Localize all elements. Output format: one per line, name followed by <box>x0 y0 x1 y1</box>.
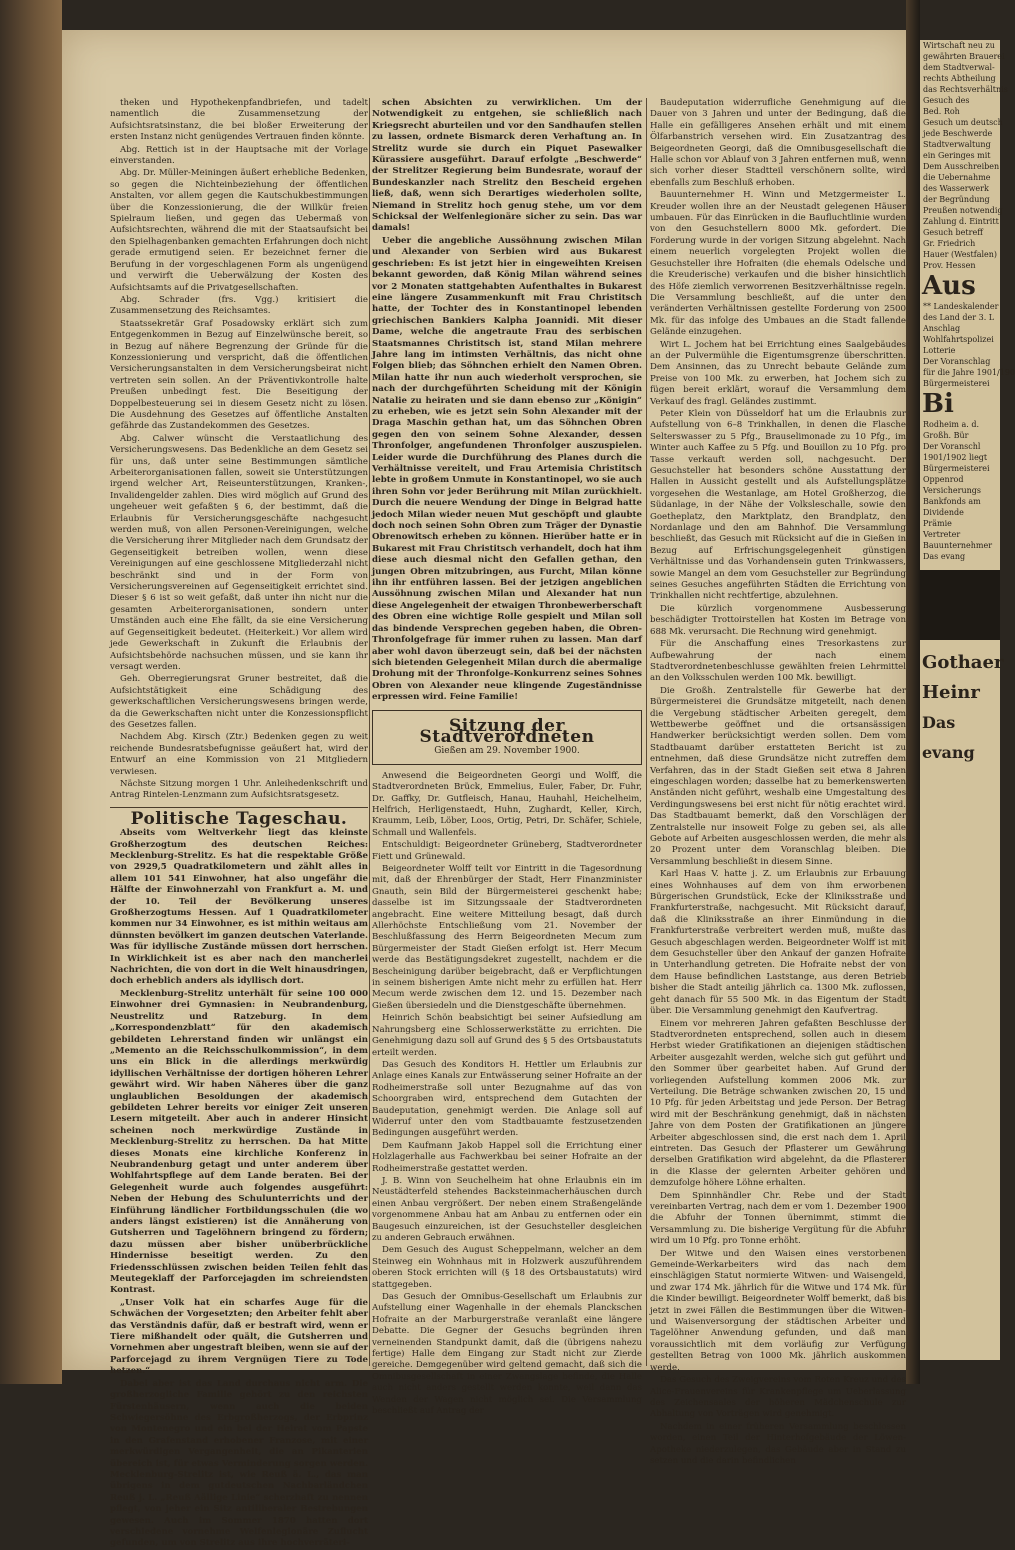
report-paragraph: Nächste Sitzung morgen 1 Uhr. Anleihedenkschrift und Antrag Rintelen-Lenzmann zum Aufsichtsratsgesetz. <box>110 778 368 801</box>
adjacent-text-line: ein Geringes mit <box>923 151 991 160</box>
sitzung-paragraph: Anwesend die Beigeordneten Georgi und Wolff, die Stadtverordneten Brück, Emmelius, Euler, Faber, Dr. Fuhr, Dr. Gaffky, Dr. Gutfleisch, Hanau, Hauhahl, Heichelheim, Helfrich, Herligenstaedt, Huhn, Zughardt, Keller, Kirch, Kraumm, Leib, Löber, Loos, Ortig, Petri, Dr. Schäfer, Schiele, Schmall und Wallenfels. <box>372 770 642 838</box>
sitzung-paragraph: J. B. Winn von Seuchelheim hat ohne Erlaubnis ein im Neustädterfeld stehendes Backsteinmacherhäuschen durch einen Anbau vergrößert. Der neben einem Straßengelände vorgenommene Anbau hat am Anbau zu entfernen oder ein Baugesuch einzureichen, ist der Gesuchsteller desgleichen zu anderen Gebrauch erwähnen. <box>372 1175 642 1243</box>
adjacent-text-line: das Rechtsverhältnis <box>923 85 1008 94</box>
adjacent-text-line: die Uebernahme <box>923 173 991 182</box>
adjacent-ad-line: Anschlag <box>923 324 961 333</box>
sitzung-box <box>372 710 642 765</box>
adjacent-ad-line: Rodheim a. d. <box>923 420 980 429</box>
adjacent-ad-line: Dividende <box>923 508 964 517</box>
sitzung-paragraph: Das Gesuch des Konditors H. Hettler um Erlaubnis zur Anlage eines Kanals zur Entwässerung seiner Hofraite an der Rodheimerstraße soll unter Bezugnahme auf das von Schoorgraben wird, entsprechend dem Gutachten der Baudeputation, genehmigt werden. Die Anlage soll auf Widerruf unter den vom Stadtbauamte festzusetzenden Bedingungen ausgeführt werden. <box>372 1059 642 1139</box>
adjacent-text-line: Prov. Hessen <box>923 261 976 270</box>
sitzung-paragraph: Bauunternehmer H. Winn und Metzgermeister L. Kreuder wollen ihre an der Neustadt gelegenen Häuser umbauen. Für das Einrücken in die Baufluchtlinie wurden von den Gesuchstellern 8000 Mk. gefordert. Die Forderung wurde in der vorigen Sitzung abgelehnt. Nach einem neuerlich vorgelegten Projekt wollen die Gesuchsteller ihre Hofraiten (die ehemals Odelsche und die Kreuderische) verkaufen und die bisher hinsichtlich des Höfe ziemlich verworrenen Besitzverhältnisse regeln. Die Versammlung beschließt, auf die unter den veränderten Verhältnissen gestellte Forderung von 2500 Mk. für das infolge des Umbaues an die Stadt fallende Gelände einzugehen. <box>650 190 906 338</box>
adjacent-text-line: Hauer (Westfalen) <box>923 250 998 259</box>
sitzung-paragraph: Dem Spinnhändler Chr. Rebe und der Stadt vereinbarten Vertrag, nach dem er vom 1. Dezember 1900 die Abfuhr der Tonnen übernimmt, stimmt die Versammlung zu. Die bisherige Vergütung für die Abfuhr wird um 10 Pfg. pro Tonne erhöht. <box>650 1190 906 1247</box>
adjacent-ad-line: Versicherungs <box>923 486 981 495</box>
column-rule <box>646 98 647 1366</box>
report-paragraph: Abg. Rettich ist in der Hauptsache mit der Vorlage einverstanden. <box>110 144 368 167</box>
adjacent-page <box>920 40 1015 1360</box>
adjacent-text-line: rechts Abtheilung <box>923 74 996 83</box>
report-paragraph: Geh. Oberregierungsrat Gruner bestreitet, daß die Aufsichtstätigkeit eine Schädigung des gewerkschaftlichen Versicherungswesens bringen werde, da die Gewerkschaften nicht unter die Konzessionspflicht des Gesetzes fallen. <box>110 674 368 730</box>
sitzung-paragraph: Für die Anschaffung eines Tresorkastens zur Aufbewahrung der nach einem Stadtverordnetenbeschlusse gewählten freien Lehrmittel an den Volksschulen werden 100 Mk. bewilligt. <box>650 639 906 684</box>
column-3 <box>650 98 906 1466</box>
sitzung-paragraph: Beigeordneter Wolff teilt vor Eintritt in die Tagesordnung mit, daß der Ehrenbürger der Stadt, Herr Finanzminister Gnauth, sein Bild der Bürgermeisterei geschenkt habe; dasselbe ist im Sitzungssaale der Stadtverordneten angebracht. Eine weitere Mitteilung besagt, daß durch Allerhöchste Entschließung vom 21. November der Beschlußfassung des Herrn Beigeordneten Mecum zum Bürgermeister der Stadt Gießen erfolgt ist. Herr Mecum werde das Bestätigungsdekret zugestellt, nachdem er die Bescheinigung darüber beigebracht, daß er Verpflichtungen in seinem bisherigen Amte nicht mehr zu erfüllen hat. Herr Mecum werde zwischen dem 12. und 15. Dezember nach Gießen übersiedeln und die Dienstgeschäfte übernehmen. <box>372 864 642 1011</box>
tageschau-paragraph: Mecklenburg-Strelitz unterhält für seine 100 000 Einwohner drei Gymnasien: in Neubrandenburg, Neustrelitz und Ratzeburg. In dem „Korrespondenzblatt“ für den akademisch gebildeten Lehrerstand finden wir unlängst ein „Memento an die Reichsschulkommission“, in dem uns ein Blick in die allerdings merkwürdig idyllischen Verhältnisse der dortigen höheren Lehrer gewährt wird. Wir haben Näheres über die ganz unglaublichen Besoldungen der akademisch gebildeten Lehrer bereits vor einiger Zeit unseren Lesern mitgeteilt. Aber auch in anderer Hinsicht scheinen noch merkwürdige Zustände in Mecklenburg-Strelitz zu herrschen. Da hat Mitte dieses Monats eine kirchliche Konferenz in Neubrandenburg getagt und unter anderem über Wohlfahrtspflege auf dem Lande beraten. Bei der Gelegenheit wurde auch folgendes ausgeführt: Neben der Hebung des Schulunterrichts und der Einführung ländlicher Fortbildungsschulen (die wo anders längst existieren) ist die Annäherung von Gutsherren und Tagelöhnern bringend zu fördern; dazu müssen aber bisher unüberbrückliche Hindernisse beseitigt werden. Zu den Friedensschlüssen zwischen beiden Teilen fehlt das Meutegeklaff der Parforcejagden im schreiendsten Kontrast. <box>110 988 368 1296</box>
adjacent-ad-line: Bauunternehmer <box>923 541 993 550</box>
adjacent-ad-line: Lotterie <box>923 346 956 355</box>
adjacent-text-line: Zahlung d. Eintritt <box>923 217 999 226</box>
adjacent-ad-line: Bürgermeisterei <box>923 379 990 388</box>
adjacent-text-line: Wirtschaft neu zu <box>923 41 995 50</box>
adjacent-ad-line: Wohlfahrtspolizei <box>923 335 994 344</box>
adjacent-ad-line: ** Landeskalender <box>923 302 999 311</box>
sitzung-paragraph: Der Witwe und den Waisen eines verstorbenen Gemeinde-Werkarbeiters wird das nach dem einschlägigen Statut normierte Witwen- und Waisengeld, und zwar 174 Mk. jährlich für die Witwe und 174 Mk. für die Kinder bewilligt. Beigeordneter Wolff bemerkt, daß bis jetzt in zwei Fällen die Bestimmungen über die Witwen- und Waisenversorgung der städtischen Arbeiter und Tagelöhner Anwendung gefunden, und daß man voraussichtlich mit dem vorläufig zur Verfügung gestellten Betrag von 1000 Mk. jährlich auskommen werde. <box>650 1248 906 1373</box>
heading-politische-tageschau: Politische Tageschau. <box>130 808 348 829</box>
column-1 <box>110 98 368 1549</box>
book-spine <box>0 0 62 1384</box>
ad-word: Gothaer <box>922 652 1004 673</box>
sitzung-paragraph: Einem vor mehreren Jahren gefaßten Beschlusse der Stadtverordneten entsprechend, sollen auch in diesem Herbst wieder Gratifikationen an diejenigen städtischen Arbeiter ausgezahlt werden, welche sich gut geführt und den Sommer über gearbeitet haben. Auf Grund der vorliegenden Aufstellung kommen 2006 Mk. zur Verteilung. Die Beträge schwanken zwischen 20, 15 und 10 Pfg. für jeden Arbeitstag und jede Person. Der Betrag wird mit der Beschränkung genehmigt, daß in nächsten Jahre von dem Posten der Gratifikationen an jüngere Arbeiter abgeschlossen sind, die erst nach dem 1. April eintreten. Das Gesuch der Pflasterer um Gewährung derselben Gratifikation wird abgelehnt, da die Pflasterer in die Klasse der gelernten Arbeiter gehören und demzufolge höhere Löhne erhalten. <box>650 1018 906 1189</box>
tageschau-paragraph: „Unser Volk hat ein scharfes Auge für die Schwächen der Vorgesetzten; den Arbeiter fehlt aber das Verständnis dafür, daß er bestraft wird, wenn er Tiere mißhandelt oder quält, die Gutsherren und Vornehmen aber ungestraft bleiben, wenn sie auf der Parforcejagd zu ihrem Vergnügen Tiere zu Tode hetzen.“ <box>110 1297 368 1377</box>
sitzung-paragraph: Wirt L. Jochem hat bei Errichtung eines Saalgebäudes an der Pulvermühle die Eigentumsgrenze überschritten. Dem Ansinnen, das zu Unrecht bebaute Gelände zum Preise von 100 Mk. zu erwerben, hat Jochem sich zu fügen bereit erklärt, worauf die Versammlung dem Verkauf des fragl. Geländes zustimmt. <box>650 339 906 407</box>
adjacent-ad-line: Der Voranschlag <box>923 357 991 366</box>
report-paragraph: Abg. Schrader (frs. Vgg.) kritisiert die Zusammensetzung des Reichsamtes. <box>110 294 368 317</box>
ad-word: Bi <box>922 389 954 419</box>
sitzung-paragraph: Nachdem in einer früheren Versammlung beschlossen worden, einen Teil der Hinterhofgebäude der Löwen-Apotheke niederzulegen, das Gebäude aber in Stand zu setzen und die darin befindlichen <box>650 1421 906 1466</box>
sitzung-paragraph: Dem Gesuch des August Scheppelmann, welcher an dem Steinweg ein Wohnhaus mit in Holzwerk auszuführendem oberen Stock errichten will (§ 18 des Ortsbaustatuts) wird stattgegeben. <box>372 1245 642 1290</box>
ad-word: Aus <box>922 271 976 301</box>
news-paragraph: schen Absichten zu verwirklichen. Um der Notwendigkeit zu entgehen, sie schließlich nach Kriegsrecht aburteilen und vor den Sandhaufen stellen zu lassen, ordnete Bismarck deren Verhaftung an. In Strelitz wurde sie durch ein Piquet Pasewalker Kürassiere ausgeführt. Darauf erfolgte „Beschwerde“ der Strelitzer Regierung beim Bundesrate, worauf der Bundeskanzler nach Strelitz den Bescheid ergehen ließ, daß, wenn sich Derartiges wiederholen sollte, Niemand in Strelitz hoch genug stehe, um vor dem Schicksal der Welfenlegionäre sicher zu sein. Das war damals! <box>372 98 642 234</box>
report-paragraph: Nachdem Abg. Kirsch (Ztr.) Bedenken gegen zu weit reichende Bundesratsbefugnisse geäußert hat, wird der Entwurf an eine Kommission von 21 Mitgliedern verwiesen. <box>110 732 368 777</box>
adjacent-ad-line: 1901/1902 liegt <box>923 453 988 462</box>
ad-black-block <box>920 570 1000 640</box>
adjacent-text-line: Stadtverwaltung <box>923 140 991 149</box>
adjacent-text-line: Gesuch des <box>923 96 970 105</box>
adjacent-ad-line: Das evang <box>923 552 966 561</box>
ad-word: Das evang <box>922 713 975 762</box>
adjacent-ad-line: für die Jahre 1901/190 <box>923 368 1015 377</box>
adjacent-ad-line: Vertreter <box>923 530 961 539</box>
report-paragraph: Abg. Dr. Müller-Meiningen äußert erhebliche Bedenken, so gegen die Nichteinbeziehung der öffentlichen Anstalten, vor allem gegen die Kautschukbestimmungen über die Konzessionierung, die der Willkür freien Spielraum ließen, und gegen das Uebermaß von Aufsichtsrechten, während die mit der Staatsaufsicht bei den Spielhagenbanken gemachten Erfahrungen doch nicht gerade ermutigend seien. Er bezeichnet ferner die Berufung in der vorgeschlagenen Form als ungenügend und verwirft die Ueberwälzung der Kosten des Aufsichtsamts auf die Privatgesellschaften. <box>110 168 368 293</box>
ad-word: Heinr <box>922 682 980 703</box>
adjacent-text-line: Gesuch betreff <box>923 228 983 237</box>
report-paragraph: Abg. Calwer wünscht die Verstaatlichung des Versicherungswesens. Das Bedenkliche an dem Gesetz sei für uns, daß unter seine Bestimmungen sämtliche Arbeiterorganisationen fallen, soweit sie Unterstützungen irgend welcher Art, Reiseunterstützungen, Kranken-, Invalidengelder zahlen. Dies wird möglich auf Grund des ungeheuer weit gefaßten § 6, der bestimmt, daß die Erlaubnis für Versicherungsgeschäfte nachgesucht werden muß, von allen Personen-Vereinigungen, welche die Versicherung ihrer Mitglieder nach dem Grundsatz der Gegenseitigkeit betreiben wollen, wenn diese Vereinigungen auf eine geschlossene Mitgliederzahl nicht beschränkt sind und in der Form von Versicherungsvereinen auf Gegenseitigkeit errichtet sind. Dieser § 6 ist so weit gefaßt, daß unter ihn nicht nur die gesamten Arbeiterorganisationen, sondern unter Umständen auch eine Ehe fällt, da sie eine Versicherung auf Gegenseitigkeit bedeutet. (Heiterkeit.) Vor allem wird jede Gewerkschaft in Zukunft die Erlaubnis der Aufsichtsbehörde nachsuchen müssen, und sie kann ihr versagt werden. <box>110 433 368 672</box>
sitzung-paragraph: Heinrich Schön beabsichtigt bei seiner Aufsiedlung am Nahrungsberg eine Schlosserwerkstätte zu errichten. Die Genehmigung dazu soll auf Grund des § 5 des Ortsbaustatuts erteilt werden. <box>372 1013 642 1058</box>
sitzung-paragraph: Die kürzlich vorgenommene Ausbesserung beschädigter Trottoirstellen hat Kosten im Betrage von 688 Mk. verursacht. Die Rechnung wird genehmigt. <box>650 603 906 637</box>
adjacent-text-line: des Wasserwerk <box>923 184 989 193</box>
sitzung-paragraph: Karl Haas V. hatte j. Z. um Erlaubnis zur Erbauung eines Wohnhauses auf dem von ihm erworbenen Bürgerischen Grundstück, Ecke der Kliniksstraße und Frankfurterstraße, nachgesucht. Mit Rücksicht darauf, daß die Kliniksstraße an ihrer Einmündung in die Frankfurterstraße verbreitert werden muß, mußte das Gesuch abgeschlagen werden. Beigeordneter Wolff ist mit dem Gesuchsteller über den Ankauf der ganzen Hofraite in Unterhandlung getreten. Die Hofraite nebst der von dem Hause befindlichen Laststange, aus deren Betrieb bisher die Stadt anteilig jährlich ca. 1300 Mk. zuflossen, geht danach für 55 500 Mk. in das Eigentum der Stadt über. Die Versammlung genehmigt den Kaufvertrag. <box>650 869 906 1017</box>
adjacent-text-line: Bed. Roh <box>923 107 960 116</box>
adjacent-text-line: jede Beschwerde <box>923 129 993 138</box>
adjacent-text-line: dem Stadtverwal- <box>923 63 995 72</box>
report-paragraph: theken und Hypothekenpfandbriefen, und tadelt namentlich die Zusammensetzung der Aufsichtsratsinstanz, die bei bloßer Erweiterung der ersten Instanz nicht genügendes Vertrauen finden könnte. <box>110 98 368 143</box>
adjacent-text-line: der Begründung <box>923 195 990 204</box>
sitzung-paragraph: Die Großh. Zentralstelle für Gewerbe hat der Bürgermeisterei die Grundsätze mitgeteilt, nach denen die Vergebung städtischer Arbeiten geregelt, dem Wettbewerbe geöffnet und die ortsansässigen Handwerker berücksichtigt werden sollen. Dem vom Stadtbauamt darüber erstatteten Bericht ist zu entnehmen, daß diese Grundsätze nicht zutreffen dem Verfahren, das in der Stadt Gießen seit etwa 8 Jahren eingeschlagen worden; dasselbe hat zu bemerkenswerten Anständen nicht geführt, weshalb eine Umgestaltung des Verdingungswesens bei erst nicht für nötig erachtet wird. Das Stadtbauamt bemerkt, daß den Vorschlägen der Zentralstelle nur insoweit Folge zu geben sei, als alle Gebote auf Arbeiten ausgeschlossen werden, die mehr als 20 Prozent unter dem Voranschlag bleiben. Die Versammlung beschließt in diesem Sinne. <box>650 685 906 867</box>
column-2 <box>372 98 642 1417</box>
news-paragraph: Ueber die angebliche Aussöhnung zwischen Milan und Alexander von Serbien wird aus Bukarest geschrieben: Es ist jetzt hier in eingeweihten Kreisen bekannt geworden, daß König Milan während seines vor 2 Monaten stattgehabten Aufenthaltes in Bukarest eine längere Zusammenkunft mit Frau Christitsch hatte, der Tochter des in Konstantinopel lebenden griechischen Bankiers Kalpha Joannidi. Mit dieser Dame, welche die angetraute Frau des serbischen Staatsmannes Christitsch ist, stand Milan mehrere Jahre lang im intimsten Verhältnis, das nicht ohne Folgen blieb; das Söhnchen erhielt den Namen Obren. Milan hatte ihr nun auch wiederholt versprochen, sie nach der durchgeführten Scheidung mit der Königin Natalie zu heiraten und sie dann ebenso zur „Königin“ zu erheben, wie es jetzt sein Sohn Alexander mit der Draga Maschin gethan hat, um das Söhnchen Obren gegen den von seinem Sohne Alexander, dessen Thronfolger, angefundenen Thronfolger auszuspielen. Leider wurde die Durchführung des Planes durch die Verhältnisse vereitelt, und Frau Artemisia Christitsch lebte in großem Unmute in Konstantinopel, wo sie auch ihren Sohn vor jeder Berührung mit Milan zurückhielt. Durch die neuere Wendung der Dinge in Belgrad hatte jedoch Milan wieder neuen Mut geschöpft und glaubte doch noch seinen Sohn Obren zum Träger der Dynastie Obrenowitsch erheben zu können. Hierüber hatte er in Bukarest mit Frau Christitsch verhandelt, doch hat ihm diese auch diesmal nicht den Gefallen gethan, den jungen Obren mitzubringen, aus Furcht, Milan könne ihn ihr entführen lassen. Bei der jetzigen angeblichen Aussöhnung zwischen Milan und Alexander hat nun diese Angelegenheit der etwaigen Thronbewerberschaft des Obren eine wichtige Rolle gespielt und Milan soll das bindende Versprechen gegeben haben, die Obren-Thronfolgefrage für immer ruhen zu lassen. Man darf aber wohl davon überzeugt sein, daß bei der nächsten sich bietenden Gelegenheit Milan durch die abermalige Drohung mit der Thronfolge-Konkurrenz seines Sohnes Obren von Alexander neue klingende Zugeständnisse erpressen wird. Feine Familie! <box>372 235 642 703</box>
report-paragraph: Staatssekretär Graf Posadowsky erklärt sich zum Entgegenkommen in Bezug auf Einzelwünsche bereit, so in Bezug auf nähere Begrenzung der Gründe für die Konzessionierung und verspricht, daß die öffentlichen Versicherungsanstalten in dem Versicherungsbeirat nicht vertreten sein sollen. An der Präventivkontrolle halte Preußen unbedingt fest. Die Beseitigung der Doppelbesteuerung sei in diesem Gesetz nicht zu lösen. Die Ausdehnung des Gesetzes auf öffentliche Anstalten gefährde das Zustandekommen des Gesetzes. <box>110 318 368 432</box>
adjacent-text-line: Gr. Friedrich <box>923 239 976 248</box>
sitzung-paragraph: Das Gesuch des Zweigvereins vom Roten Kreuz und des Alice-Frauenvereins für Krankenpflege um Ueberlassung des Zeichensaales der höheren Mädchenschule zur Abhaltung von Vorträgen wird genehmigt. <box>650 1375 906 1420</box>
sitzung-paragraph: Das Gesuch der Omnibus-Gesellschaft um Erlaubnis zur Aufstellung einer Wagenhalle in der ehemals Planckschen Hofraite an der Marburgerstraße veranlaßt eine längere Debatte. Die Gegner der Gesuchs begründen ihren verneinenden Standpunkt damit, daß die (übrigens nahezu fertige) Halle dem Eingang zur Stadt nicht zur Zierde gereiche. Demgegenüber wird geltend gemacht, daß sich die Omnibusgesellschaft in einer Zwangslage befinde, die Halle auch nicht anders gestellt werden konnte, weil dann das Wenden der Wagen nicht möglich sei. Die Versammlung beschließt auf Antrag der <box>372 1292 642 1417</box>
adjacent-ad-line: Großh. Bür <box>923 431 969 440</box>
sitzung-paragraph: Peter Klein von Düsseldorf hat um die Erlaubnis zur Aufstellung von 6–8 Trinkhallen, in denen die Flasche Selterswasser zu 5 Pfg., Brauselimonade zu 10 Pfg., im Winter auch Kaffee zu 5 Pfg. und Bouillon zu 10 Pfg. pro Tasse verkauft werden soll, nachgesucht. Der Gesuchsteller hat besonders schöne Ausstattung der Hallen in Aussicht gestellt und als Aufstellungsplätze vorgesehen die Westanlage, am Hotel Großherzog, die Südanlage, in der Nähe der Volksleschalle, sowie den Goetheplatz, den Marktplatz, den Brandplatz, den Nordanlage und den am Bahnhof. Die Versammlung beschließt, das Gesuch mit Rücksicht auf die in Gießen in Bezug auf Erfrischungsgelegenheit günstigen Verhältnisse und das Vorhandensein guten Trinkwassers, sowie Mangel an dem vom Gesuchsteller zur Begründung seines Gesuches angeführten Städten die Errichtung von Trinkhallen nicht rechtfertige, abzulehnen. <box>650 408 906 602</box>
adjacent-text-line: gewährten Brauerei <box>923 52 1005 61</box>
adjacent-ad-line: Oppenrod <box>923 475 964 484</box>
sitzung-paragraph: Baudeputation widerrufliche Genehmigung auf die Dauer von 3 Jahren und unter der Bedingung, daß die Halle ein gefälligeres Ansehen erhält und mit einem Ölfarbanstrich versehen wird. Ein Zusatzantrag des Beigeordneten Georgi, daß die Omnibusgesellschaft die Halle schon vor Ablauf von 3 Jahren entfernen muß, wenn sich vorher dieser Stadtteil verschönern sollte, wird ebenfalls zum Beschluß erhoben. <box>650 98 906 188</box>
adjacent-ad-line: Bürgermeisterei <box>923 464 990 473</box>
heading-stadtverordneten: Sitzung der Stadtverordneten <box>419 715 595 747</box>
adjacent-ad-line: des Land der 3. L <box>923 313 995 322</box>
sitzung-paragraph: Dem Kaufmann Jakob Happel soll die Errichtung einer Holzlagerhalle aus Fachwerkbau bei seiner Hofraite an der Rodheimerstraße gestattet werden. <box>372 1140 642 1174</box>
session-date: Gießen am 29. November 1900. <box>434 746 580 757</box>
adjacent-text-line: Gesuch um deutsch <box>923 118 1003 127</box>
book-gutter <box>906 0 920 1384</box>
section-divider <box>110 807 368 808</box>
tageschau-paragraph: Abseits vom Weltverkehr liegt das kleinste Großherzogtum des deutschen Reiches: Mecklenburg-Strelitz. Es hat die respektable Größe von 2929,5 Quadratkilometern und zählt alles in allem 101 541 Einwohner, hat also ungefähr die Hälfte der Einwohnerzahl von Frankfurt a. M. und der 10. Teil der Bevölkerung unseres Großherzogtums Hessen. Auf 1 Quadratkilometer kommen nur 34 Einwohner, es ist mithin weitaus am dünnsten bevölkert im ganzen deutschen Vaterlande. Was für idyllische Zustände müssen dort herrschen. In Wirklichkeit ist es aber nach den mancherlei Nachrichten, die von dort in die Welt hinausdringen, doch erheblich anders als idyllisch dort. <box>110 828 368 987</box>
sitzung-paragraph: Entschuldigt: Beigeordneter Grüneberg, Stadtverordneter Fiett und Grünewald. <box>372 840 642 862</box>
tageschau-paragraph: Dabei aber ist das Land durchaus nicht arm. Die großherzogliche Familie gehört zu den reichsten Fürstenhäusern, wenn auch die beiden Schwiegersöhne des Erbgroßherzogs, der Erbprinz von Montenegro und ein bei der Heirat vom Papste in den Grafenstand erhobener Franzose, mit einer merkwürdigen Vergangenheit, die an Pikanterien übereich ist, für etwas Verminderung sorgen werden. Mecklenburg-Strelitz ist, wie Reuß ä. L., das man übrigens in dem gutdeutschen Nachbarländchen Reuß j. L. „Reuß Aällige Linie“ scherzhaft zu nennen pflegt, von jeher ein Sitz antiliberaler Bestrebungen gewesen. Auch im Sommer 1870 hatten dort verschiedene vornehme Welfenlegionäre Zuflucht gefunden, um von Strelitz aus ihre hochverräteri- <box>110 1378 368 1549</box>
column-rule <box>369 98 370 1366</box>
adjacent-ad-line: Prämie <box>923 519 952 528</box>
adjacent-ad-line: Der Voranschl <box>923 442 981 451</box>
adjacent-ad-line: Bankfonds am <box>923 497 981 506</box>
adjacent-text-line: Preußen notwendig <box>923 206 1003 215</box>
adjacent-text-line: Dem Ausschreiben <box>923 162 1000 171</box>
